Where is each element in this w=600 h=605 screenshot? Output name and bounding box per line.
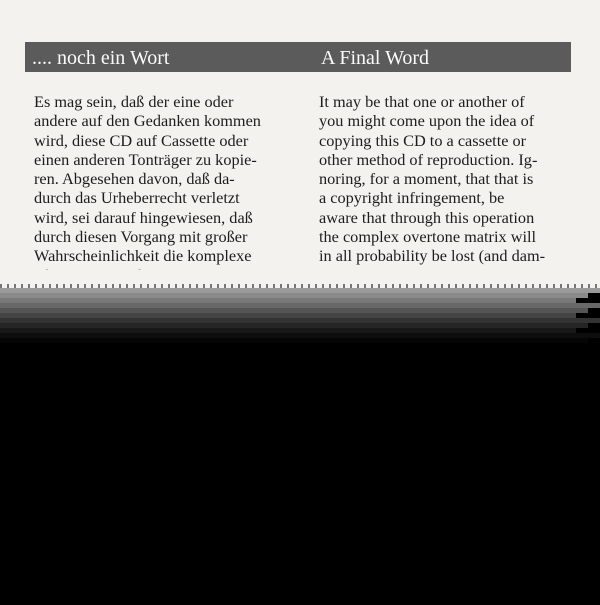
text-line: andere auf den Gedanken kommen <box>34 111 261 131</box>
text-line: other method of reproduction. Ig- <box>319 149 538 169</box>
text-line: copying this CD to a cassette or <box>319 130 527 150</box>
text-line: noring, for a moment, that that is <box>319 169 534 189</box>
text-line: Es mag sein, daß der eine oder <box>34 92 234 111</box>
text-line: Wahrscheinlichkeit die komplexe <box>34 246 252 266</box>
english-column <box>319 92 545 285</box>
text-line: in all probability be lost (and dam- <box>319 246 546 266</box>
heading-german: .... noch ein Wort <box>32 47 170 69</box>
text-line: you might come upon the idea of <box>319 111 535 131</box>
scan-fade-bands <box>0 288 600 346</box>
text-line: aware that through this operation <box>319 207 535 227</box>
text-line: durch diesen Vorgang mit großer <box>34 227 248 247</box>
paper-sheet <box>0 0 600 288</box>
text-line: a copyright infringement, be <box>319 188 505 208</box>
text-line: wird, diese CD auf Cassette oder <box>34 130 249 150</box>
german-column <box>34 92 261 285</box>
text-line: the complex overtone matrix will <box>319 227 537 247</box>
text-line: einen anderen Tonträger zu kopie- <box>34 149 257 169</box>
text-line: durch das Urheberrecht verletzt <box>34 188 240 208</box>
text-line: ren. Abgesehen davon, daß da- <box>34 169 235 189</box>
text-line: wird, sei darauf hingewiesen, daß <box>34 207 253 227</box>
fade-band <box>0 343 576 348</box>
heading-english: A Final Word <box>321 47 430 69</box>
text-line: It may be that one or another of <box>319 92 525 111</box>
